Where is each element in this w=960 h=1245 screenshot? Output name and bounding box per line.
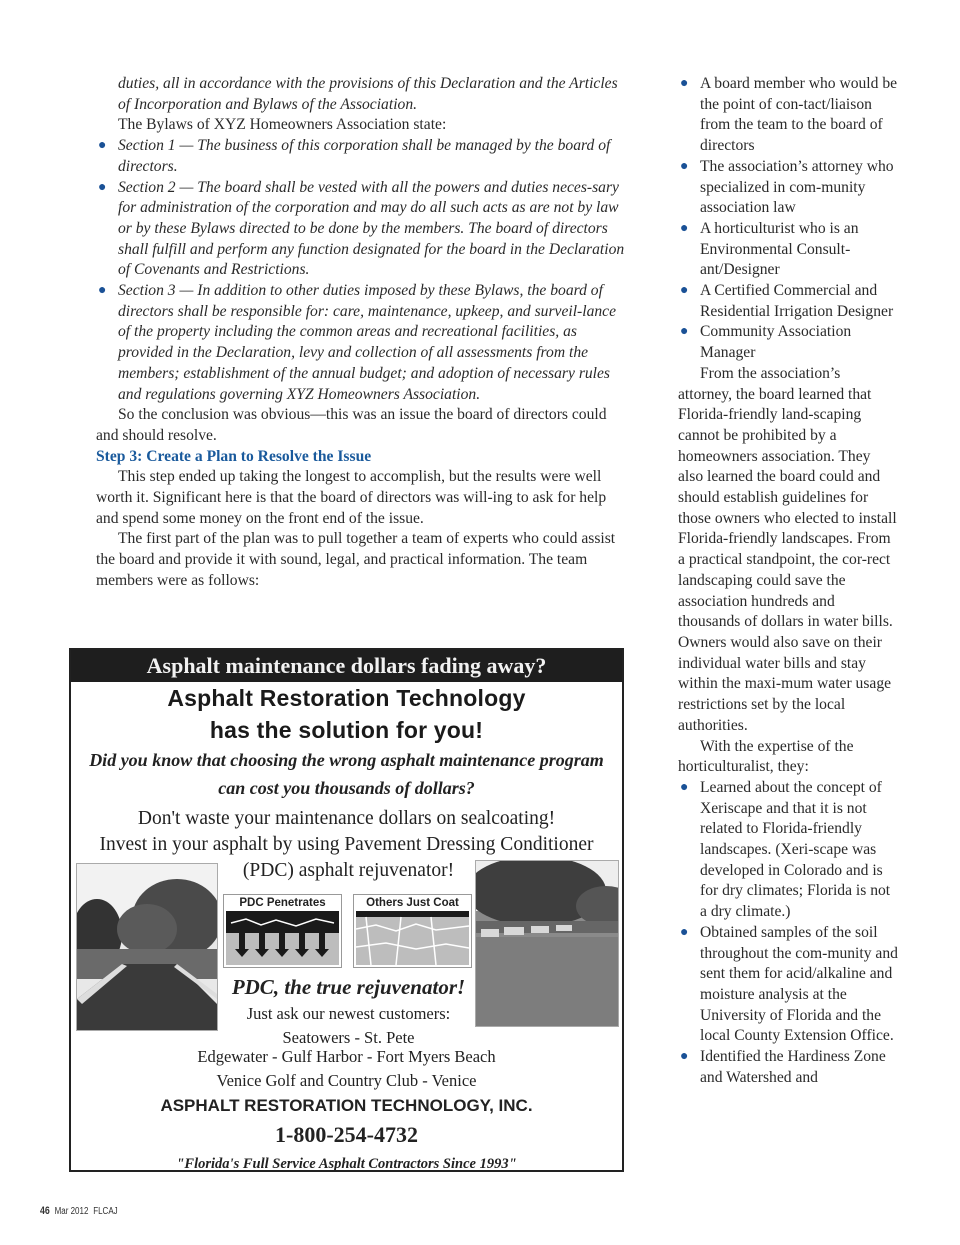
conclusion-paragraph: So the conclusion was obvious—this was an issue the board of directors could and should resolve. — [96, 406, 607, 444]
phone-number[interactable]: 1-800-254-4732 — [275, 1122, 418, 1147]
bullet-icon: ● — [680, 924, 689, 940]
section-heading: Step 3: Create a Plan to Resolve the Issue — [96, 447, 372, 465]
ad-footer-block — [71, 1045, 622, 1177]
list-item: ● A horticulturist who is an Environmental Consult-ant/Designer — [680, 219, 859, 279]
body-paragraph: With the expertise of the horticulturalist, they: — [678, 737, 854, 776]
page-number: 46 — [40, 1205, 50, 1217]
customer-line: Edgewater - Gulf Harbor - Fort Myers Beach — [197, 1047, 496, 1066]
coating-layer-icon — [356, 911, 469, 965]
list-item: ● A board member who would be the point of con-tact/liaison from the team to the board of directors — [680, 75, 898, 155]
list-item: ● A Certified Commercial and Residential Irrigation Designer — [680, 282, 894, 320]
bullet-icon: ● — [680, 76, 689, 91]
ad-slogan: "Florida's Full Service Asphalt Contractors Since 1993" — [176, 1156, 517, 1172]
street-photo — [76, 863, 218, 1031]
bullet-icon: ● — [98, 179, 107, 195]
list-item: ● Obtained samples of the soil throughout the com-munity and sent them for acid/alkaline and moisture analysis at the University of Florida and the local County Extension Office. — [680, 923, 898, 1045]
horticulture-list — [678, 778, 898, 1089]
bullet-icon: ● — [680, 283, 689, 299]
team-list — [678, 74, 898, 364]
penetrate-arrows-icon — [226, 911, 339, 965]
bullet-icon: ● — [680, 1049, 689, 1065]
list-item: ● Community Association Manager — [680, 323, 852, 362]
declaration-quote: duties, all in accordance with the provisions of this Declaration and the Articles of Incorporation and Bylaws of the Association. — [118, 75, 618, 113]
bullet-icon: ● — [98, 138, 107, 154]
page-footer — [40, 1205, 118, 1217]
advertisement[interactable] — [69, 648, 624, 1172]
ad-center-block: (PDC) asphalt rejuvenator! — [242, 860, 455, 881]
list-item: ● Section 2 — The board shall be vested with all the powers and duties neces-sary for administration of the corporation and may do all such acts as are not by law or by these Bylaws directed to be done by the members. The board of directors shall fulfill and perform any function designated for the board in the Declaration of Covenants and Restrictions. — [98, 178, 625, 279]
list-item: ● Identified the Hardiness Zone and Watershed and — [680, 1048, 886, 1086]
bullet-icon: ● — [680, 779, 689, 795]
body-paragraph: This step ended up taking the longest to accomplish, but the results were well worth it. Significant here is that the board of directors was will-ing to ask for help and spend some money on the front end of the issue. — [96, 468, 607, 527]
list-item: ● Learned about the concept of Xeriscape and that it is not related to Florida-friendly landscapes. (Xeri-scape was developed in Colorado and is for dry climates; Florida is not a dry climate.) — [680, 778, 891, 921]
ad-title: Asphalt Restoration Technology has the solution for you! — [167, 685, 526, 743]
bylaws-intro: The Bylaws of XYZ Homeowners Association state: — [118, 116, 447, 134]
ad-body: Don't waste your maintenance dollars on sealcoating! Invest in your asphalt by using Pavement Dressing Conditioner — [99, 808, 594, 855]
ad-customers: PDC, the true rejuvenator! Just ask our newest customers: Seatowers - St. Pete — [231, 975, 466, 1047]
issue-date: Mar 2012 — [54, 1206, 89, 1217]
bullet-icon: ● — [680, 220, 689, 236]
bullet-icon: ● — [680, 324, 689, 340]
list-item: ● Section 3 — In addition to other duties imposed by these Bylaws, the board of directors shall be responsible for: care, maintenance, upkeep, and surveil-lance of the property including the common areas and recreational facilities, as provided in the Declaration, levy and collection of all assessments from the members; establishment of the annual budget; and adoption of necessary rules and regulations governing XYZ Homeowners Association. — [98, 282, 617, 403]
others-just-coat-diagram: Others Just Coat — [353, 894, 472, 968]
body-paragraph: From the association’s attorney, the board learned that Florida-friendly land-scaping cannot be prohibited by a homeowners association. They also learned the board could and should establish guidelines for those owners who elected to install Florida-friendly landscapes. From a practical standpoint, the cor-rect landscaping could save the association hundreds and thousands of dollars in water bills. Owners would also save on their individual water bills and stay within the maxi-mum water usage restrictions set by the local authorities. — [678, 364, 897, 734]
list-item: ● The association’s attorney who specialized in com-munity association law — [680, 157, 894, 217]
pdc-penetrates-diagram: PDC Penetrates — [223, 894, 342, 968]
bullet-icon: ● — [680, 158, 689, 174]
body-paragraph: The first part of the plan was to pull together a team of experts who could assist the board and provide it with sound, legal, and practical information. The team members were as follows: — [96, 530, 616, 589]
ad-header-band: Asphalt maintenance dollars fading away? — [71, 650, 622, 682]
bylaws-sections — [96, 136, 626, 405]
bullet-icon: ● — [98, 283, 107, 299]
parking-lot-photo — [475, 860, 619, 1027]
left-column — [96, 74, 626, 592]
company-name: ASPHALT RESTORATION TECHNOLOGY, INC. — [160, 1096, 533, 1115]
customer-line: Venice Golf and Country Club - Venice — [216, 1071, 477, 1090]
ad-question: Did you know that choosing the wrong asphalt maintenance program can cost you thousands of dollars? — [89, 750, 604, 798]
publication-name: FLCAJ — [93, 1206, 118, 1217]
right-column — [678, 74, 898, 1088]
list-item: ● Section 1 — The business of this corporation shall be managed by the board of directors. — [98, 137, 611, 175]
